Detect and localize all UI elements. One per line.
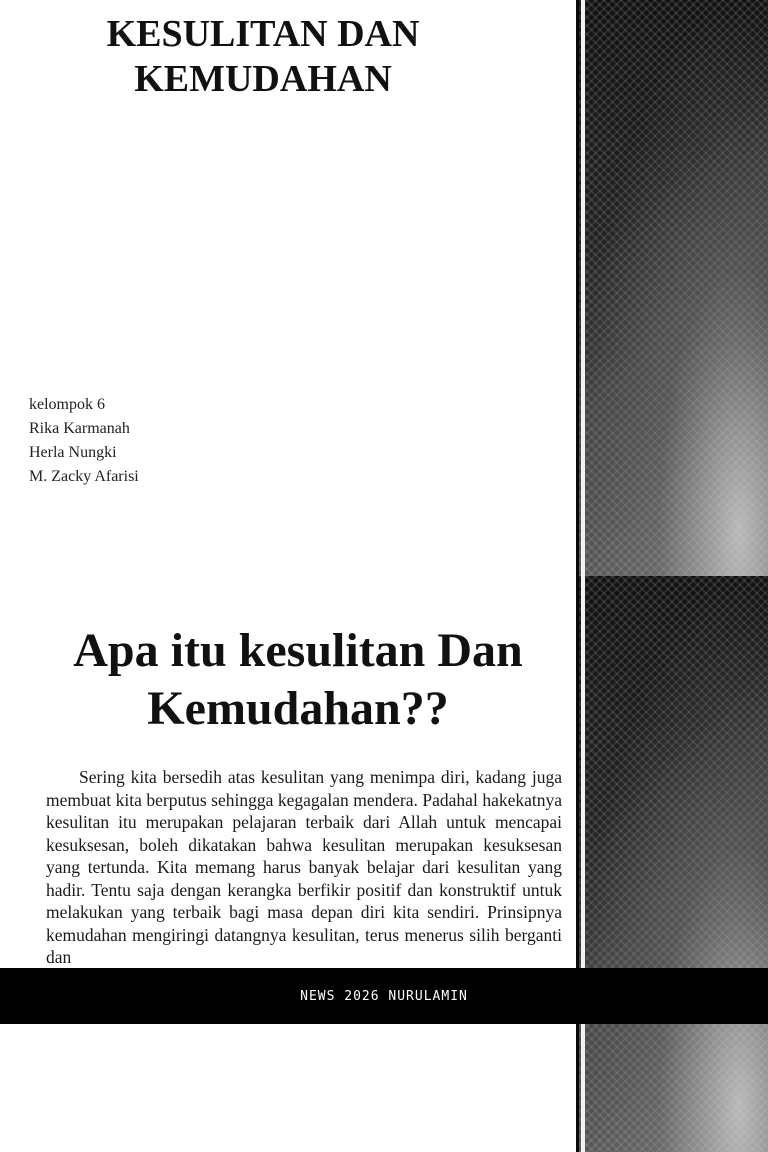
member-name: Herla Nungki — [29, 444, 117, 461]
carbon-fiber-decoration — [576, 576, 768, 1152]
member-name: M. Zacky Afarisi — [29, 468, 139, 485]
group-label: kelompok 6 — [29, 396, 105, 413]
member-name: Rika Karmanah — [29, 420, 130, 437]
slide-2-body: Sering kita bersedih atas kesulitan yang menimpa diri, kadang juga membuat kita berputus sehingga kegagalan mendera. Padahal hakekatnya kesulitan itu merupakan pelajaran terbaik dari Allah untuk mencapai kesuksesan, boleh dikatakan bahwa kesulitan merupakan kesuksesan yang tertunda. Kita memang harus banyak belajar dari kesulitan yang hadir. Tentu saja dengan kerangka berfikir positif dan konstruktif untuk melakukan yang terbaik bagi masa depan diri kita sendiri. Prinsipnya kemudahan mengiringi datangnya kesulitan, terus menerus silih berganti dan — [46, 767, 562, 967]
slide-2 — [0, 576, 768, 1152]
carbon-fiber-decoration — [576, 0, 768, 576]
slide-2-title: Apa itu kesulitan Dan Kemudahan?? — [73, 624, 523, 735]
slide-1-title: KESULITAN DAN KEMUDAHAN — [106, 13, 420, 100]
group-member-list — [29, 393, 139, 489]
footer-text: NEWS 2026 NURULAMIN — [300, 988, 468, 1004]
footer-bar — [0, 968, 768, 1024]
